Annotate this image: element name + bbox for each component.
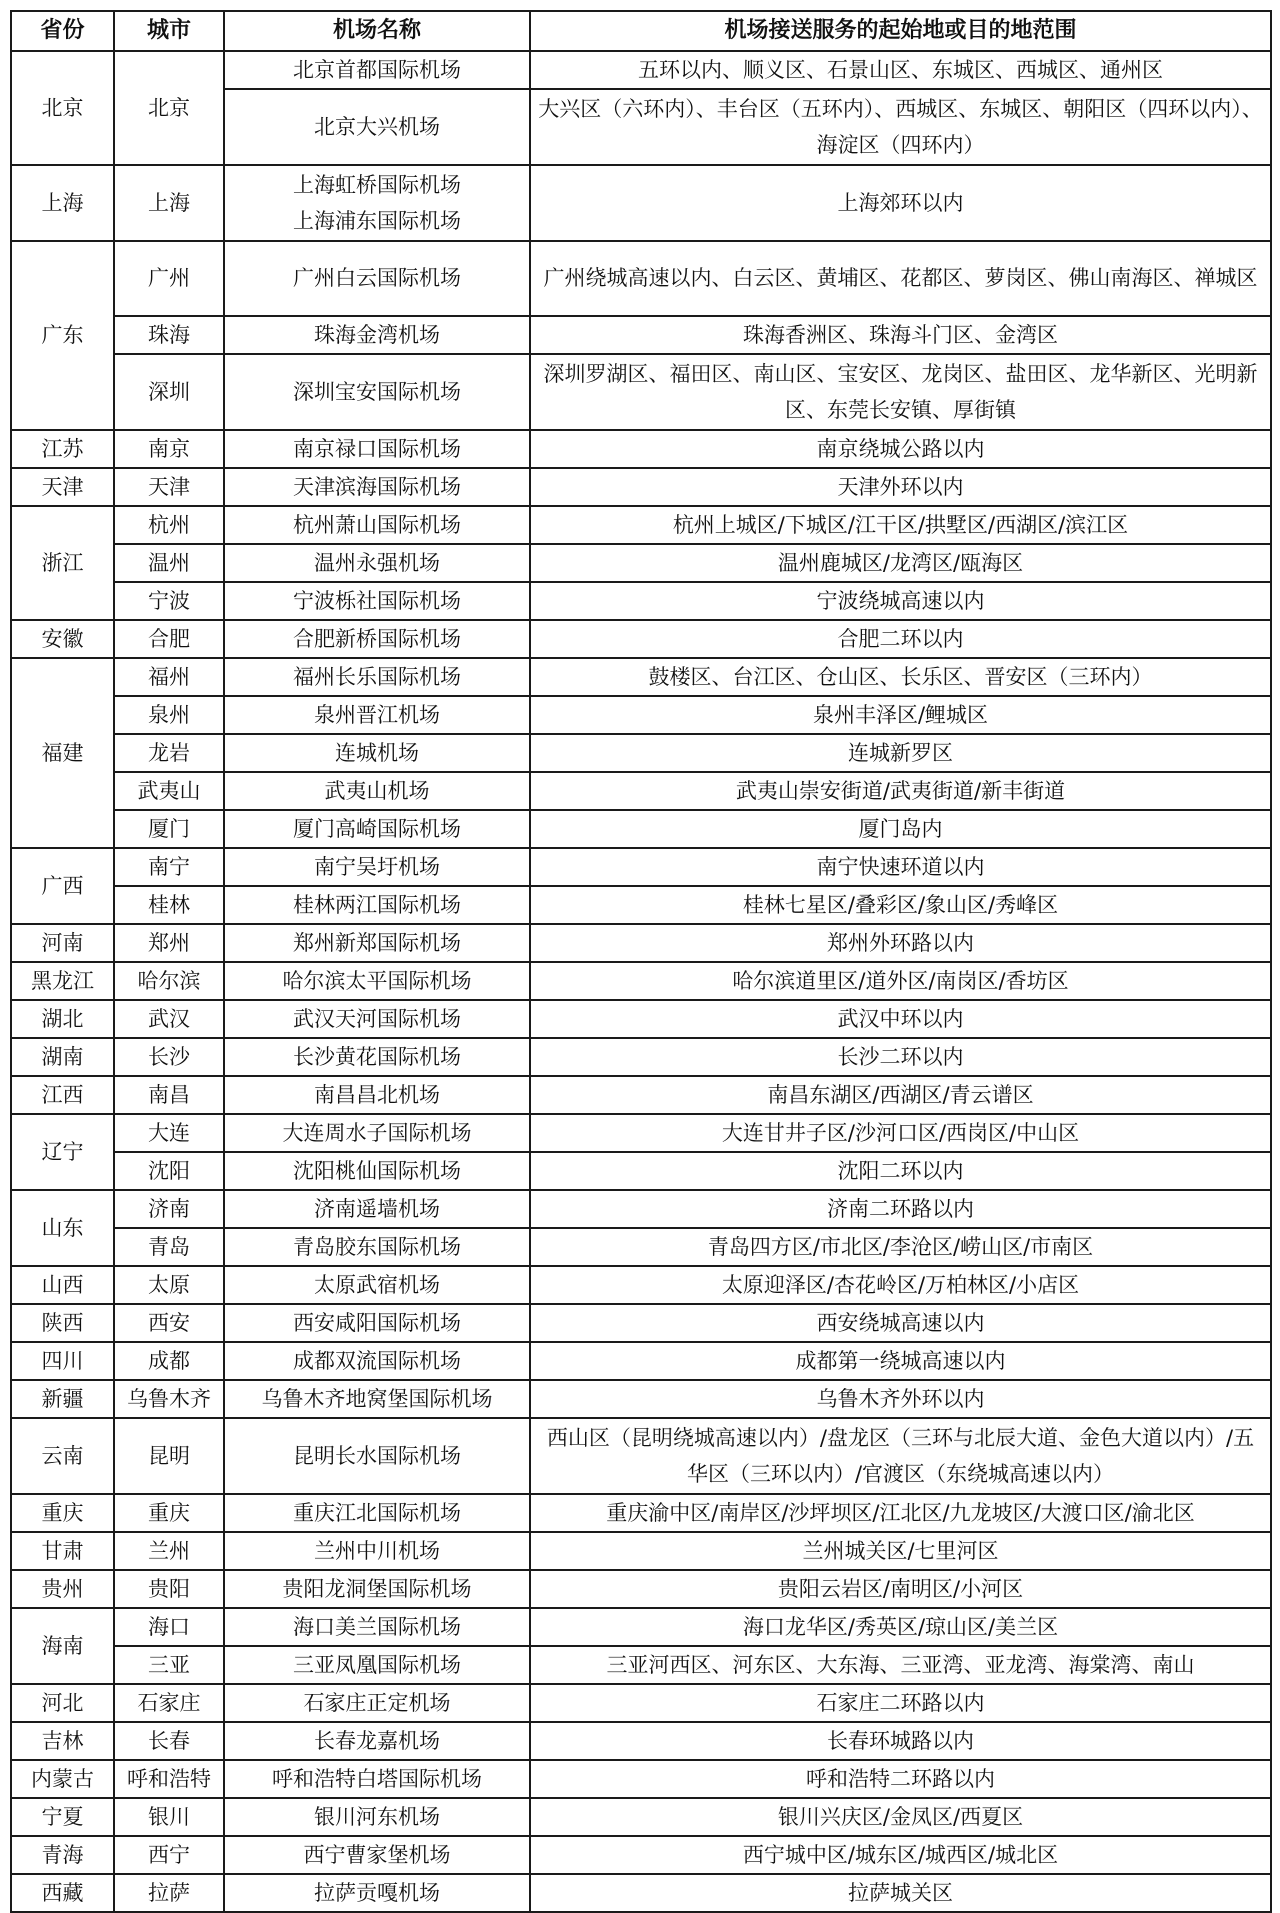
- city-cell: 上海: [114, 165, 224, 241]
- airport-name: 厦门高崎国际机场: [293, 817, 461, 842]
- city-cell: 呼和浩特: [114, 1760, 224, 1798]
- range-cell: 南京绕城公路以内: [530, 430, 1271, 468]
- province-cell: 河南: [11, 924, 114, 962]
- table-row: [11, 1532, 1271, 1570]
- airport-cell: [224, 1836, 530, 1874]
- range-cell: 贵阳云岩区/南明区/小河区: [530, 1570, 1271, 1608]
- city-cell: 沈阳: [114, 1152, 224, 1190]
- province-cell: 江苏: [11, 430, 114, 468]
- airport-cell: [224, 1114, 530, 1152]
- table-row: [11, 962, 1271, 1000]
- range-cell: 海口龙华区/秀英区/琼山区/美兰区: [530, 1608, 1271, 1646]
- table-row: [11, 1152, 1271, 1190]
- province-cell: 河北: [11, 1684, 114, 1722]
- city-cell: 长沙: [114, 1038, 224, 1076]
- province-cell: 湖北: [11, 1000, 114, 1038]
- city-cell: 西宁: [114, 1836, 224, 1874]
- city-cell: 成都: [114, 1342, 224, 1380]
- city-cell: 银川: [114, 1798, 224, 1836]
- table-row: [11, 544, 1271, 582]
- city-cell: 杭州: [114, 506, 224, 544]
- city-cell: 北京: [114, 51, 224, 165]
- airport-cell: [224, 506, 530, 544]
- airport-cell: [224, 658, 530, 696]
- city-cell: 昆明: [114, 1418, 224, 1494]
- table-row: [11, 886, 1271, 924]
- province-cell: 重庆: [11, 1494, 114, 1532]
- city-cell: 温州: [114, 544, 224, 582]
- range-cell: 乌鲁木齐外环以内: [530, 1380, 1271, 1418]
- city-cell: 太原: [114, 1266, 224, 1304]
- header-province: 省份: [11, 11, 114, 51]
- range-cell: 三亚河西区、河东区、大东海、三亚湾、亚龙湾、海棠湾、南山: [530, 1646, 1271, 1684]
- range-cell: 长春环城路以内: [530, 1722, 1271, 1760]
- airport-name: 三亚凤凰国际机场: [293, 1652, 461, 1677]
- header-airport: 机场名称: [224, 11, 530, 51]
- province-cell: 北京: [11, 51, 114, 165]
- range-cell: 西宁城中区/城东区/城西区/城北区: [530, 1836, 1271, 1874]
- province-cell: 山西: [11, 1266, 114, 1304]
- province-cell: 四川: [11, 1342, 114, 1380]
- airport-name: 大连周水子国际机场: [282, 1121, 472, 1146]
- range-cell: 青岛四方区/市北区/李沧区/崂山区/市南区: [530, 1228, 1271, 1266]
- city-cell: 珠海: [114, 316, 224, 354]
- province-cell: 上海: [11, 165, 114, 241]
- table-row: [11, 1570, 1271, 1608]
- airport-name: 广州白云国际机场: [293, 266, 461, 291]
- airport-cell: [224, 1760, 530, 1798]
- airport-cell: [224, 924, 530, 962]
- city-cell: 贵阳: [114, 1570, 224, 1608]
- table-row: [11, 620, 1271, 658]
- airport-name: 珠海金湾机场: [314, 323, 440, 348]
- table-row: [11, 468, 1271, 506]
- province-cell: 山东: [11, 1190, 114, 1266]
- range-cell: 南宁快速环道以内: [530, 848, 1271, 886]
- airport-name: 桂林两江国际机场: [293, 893, 461, 918]
- city-cell: 济南: [114, 1190, 224, 1228]
- province-cell: 黑龙江: [11, 962, 114, 1000]
- table-row: [11, 51, 1271, 89]
- airport-cell: [224, 962, 530, 1000]
- airport-name: 北京大兴机场: [314, 114, 440, 139]
- range-cell: 深圳罗湖区、福田区、南山区、宝安区、龙岗区、盐田区、龙华新区、光明新区、东莞长安镇、厚街镇: [530, 354, 1271, 430]
- province-cell: 天津: [11, 468, 114, 506]
- table-row: [11, 430, 1271, 468]
- airport-cell: [224, 1266, 530, 1304]
- range-cell: 泉州丰泽区/鲤城区: [530, 696, 1271, 734]
- table-row: [11, 658, 1271, 696]
- airport-name: 乌鲁木齐地窝堡国际机场: [261, 1387, 493, 1412]
- airport-cell: [224, 241, 530, 317]
- table-row: [11, 1874, 1271, 1912]
- airport-name: 成都双流国际机场: [293, 1349, 461, 1374]
- airport-name: 南京禄口国际机场: [293, 437, 461, 462]
- province-cell: 浙江: [11, 506, 114, 620]
- range-cell: 成都第一绕城高速以内: [530, 1342, 1271, 1380]
- airport-name: 天津滨海国际机场: [293, 475, 461, 500]
- table-body: [11, 51, 1271, 1912]
- airport-name: 重庆江北国际机场: [293, 1500, 461, 1525]
- city-cell: 大连: [114, 1114, 224, 1152]
- range-cell: 长沙二环以内: [530, 1038, 1271, 1076]
- table-row: [11, 1760, 1271, 1798]
- range-cell: 桂林七星区/叠彩区/象山区/秀峰区: [530, 886, 1271, 924]
- airport-cell: [224, 772, 530, 810]
- table-row: [11, 810, 1271, 848]
- range-cell: 南昌东湖区/西湖区/青云谱区: [530, 1076, 1271, 1114]
- airport-cell: [224, 1038, 530, 1076]
- province-cell: 安徽: [11, 620, 114, 658]
- range-cell: 武夷山崇安街道/武夷街道/新丰街道: [530, 772, 1271, 810]
- airport-name: 西宁曹家堡机场: [303, 1842, 451, 1867]
- airport-cell: [224, 468, 530, 506]
- airport-name: 兰州中川机场: [314, 1538, 440, 1563]
- airport-cell: [224, 1722, 530, 1760]
- airport-name: 福州长乐国际机场: [293, 665, 461, 690]
- range-cell: 大兴区（六环内）、丰台区（五环内）、西城区、东城区、朝阳区（四环以内）、海淀区（四环内）: [530, 89, 1271, 165]
- table-row: [11, 354, 1271, 430]
- airport-name: 连城机场: [335, 741, 419, 766]
- table-row: [11, 1380, 1271, 1418]
- airport-cell: [224, 1152, 530, 1190]
- airport-name: 呼和浩特白塔国际机场: [272, 1766, 482, 1791]
- table-header: [11, 11, 1271, 51]
- city-cell: 郑州: [114, 924, 224, 962]
- airport-name: 杭州萧山国际机场: [293, 513, 461, 538]
- range-cell: 五环以内、顺义区、石景山区、东城区、西城区、通州区: [530, 51, 1271, 89]
- range-cell: 哈尔滨道里区/道外区/南岗区/香坊区: [530, 962, 1271, 1000]
- city-cell: 武夷山: [114, 772, 224, 810]
- airport-cell: [224, 1380, 530, 1418]
- airport-name: 宁波栎社国际机场: [293, 589, 461, 614]
- airport-cell: [224, 316, 530, 354]
- airport-cell: [224, 1570, 530, 1608]
- city-cell: 长春: [114, 1722, 224, 1760]
- airport-name: 上海浦东国际机场: [293, 208, 461, 233]
- table-row: [11, 582, 1271, 620]
- city-cell: 厦门: [114, 810, 224, 848]
- airport-cell: [224, 1798, 530, 1836]
- city-cell: 南宁: [114, 848, 224, 886]
- airport-cell: [224, 582, 530, 620]
- table-row: [11, 1798, 1271, 1836]
- airport-cell: [224, 1646, 530, 1684]
- airport-name: 贵阳龙洞堡国际机场: [282, 1576, 472, 1601]
- city-cell: 泉州: [114, 696, 224, 734]
- airport-name: 长沙黄花国际机场: [293, 1045, 461, 1070]
- range-cell: 杭州上城区/下城区/江干区/拱墅区/西湖区/滨江区: [530, 506, 1271, 544]
- city-cell: 龙岩: [114, 734, 224, 772]
- range-cell: 大连甘井子区/沙河口区/西岗区/中山区: [530, 1114, 1271, 1152]
- city-cell: 青岛: [114, 1228, 224, 1266]
- airport-cell: [224, 1532, 530, 1570]
- airport-name: 济南遥墙机场: [314, 1197, 440, 1222]
- province-cell: 辽宁: [11, 1114, 114, 1190]
- airport-name: 深圳宝安国际机场: [293, 380, 461, 405]
- airport-cell: [224, 544, 530, 582]
- airport-cell: [224, 1000, 530, 1038]
- range-cell: 鼓楼区、台江区、仓山区、长乐区、晋安区（三环内）: [530, 658, 1271, 696]
- airport-cell: [224, 354, 530, 430]
- province-cell: 西藏: [11, 1874, 114, 1912]
- airport-name: 武汉天河国际机场: [293, 1007, 461, 1032]
- airport-cell: [224, 1342, 530, 1380]
- airport-name: 北京首都国际机场: [293, 58, 461, 82]
- range-cell: 合肥二环以内: [530, 620, 1271, 658]
- table-row: [11, 924, 1271, 962]
- table-row: [11, 1342, 1271, 1380]
- header-range: 机场接送服务的起始地或目的地范围: [530, 11, 1271, 51]
- airport-name: 南昌昌北机场: [314, 1083, 440, 1108]
- table-row: [11, 1684, 1271, 1722]
- province-cell: 青海: [11, 1836, 114, 1874]
- province-cell: 陕西: [11, 1304, 114, 1342]
- range-cell: 西安绕城高速以内: [530, 1304, 1271, 1342]
- airport-name: 哈尔滨太平国际机场: [282, 969, 472, 994]
- range-cell: 温州鹿城区/龙湾区/瓯海区: [530, 544, 1271, 582]
- province-cell: 云南: [11, 1418, 114, 1494]
- airport-cell: [224, 1304, 530, 1342]
- table-row: [11, 1418, 1271, 1494]
- table-row: [11, 1114, 1271, 1152]
- table-row: [11, 316, 1271, 354]
- range-cell: 石家庄二环路以内: [530, 1684, 1271, 1722]
- airport-name: 石家庄正定机场: [303, 1690, 451, 1715]
- airport-cell: [224, 734, 530, 772]
- table-row: [11, 1076, 1271, 1114]
- table-row: [11, 696, 1271, 734]
- airport-cell: [224, 810, 530, 848]
- table-row: [11, 165, 1271, 241]
- range-cell: 武汉中环以内: [530, 1000, 1271, 1038]
- city-cell: 乌鲁木齐: [114, 1380, 224, 1418]
- airport-name: 上海虹桥国际机场: [293, 172, 461, 197]
- header-city: 城市: [114, 11, 224, 51]
- range-cell: 沈阳二环以内: [530, 1152, 1271, 1190]
- airport-cell: [224, 165, 530, 241]
- table-row: [11, 241, 1271, 317]
- airport-cell: [224, 430, 530, 468]
- province-cell: 吉林: [11, 1722, 114, 1760]
- table-row: [11, 1190, 1271, 1228]
- table-row: [11, 1038, 1271, 1076]
- table-row: [11, 1494, 1271, 1532]
- airport-name: 拉萨贡嘎机场: [314, 1880, 440, 1905]
- airport-name: 海口美兰国际机场: [293, 1614, 461, 1639]
- range-cell: 连城新罗区: [530, 734, 1271, 772]
- city-cell: 海口: [114, 1608, 224, 1646]
- airport-name: 昆明长水国际机场: [293, 1444, 461, 1469]
- range-cell: 珠海香洲区、珠海斗门区、金湾区: [530, 316, 1271, 354]
- airport-cell: [224, 1608, 530, 1646]
- range-cell: 拉萨城关区: [530, 1874, 1271, 1912]
- airport-cell: [224, 696, 530, 734]
- city-cell: 广州: [114, 241, 224, 317]
- airport-cell: [224, 886, 530, 924]
- table-row: [11, 1646, 1271, 1684]
- airport-name: 太原武宿机场: [314, 1273, 440, 1298]
- province-cell: 贵州: [11, 1570, 114, 1608]
- range-cell: 郑州外环路以内: [530, 924, 1271, 962]
- city-cell: 武汉: [114, 1000, 224, 1038]
- city-cell: 拉萨: [114, 1874, 224, 1912]
- city-cell: 天津: [114, 468, 224, 506]
- airport-name: 青岛胶东国际机场: [293, 1235, 461, 1260]
- table-row: [11, 506, 1271, 544]
- range-cell: 重庆渝中区/南岸区/沙坪坝区/江北区/九龙坡区/大渡口区/渝北区: [530, 1494, 1271, 1532]
- airport-name: 银川河东机场: [314, 1804, 440, 1829]
- city-cell: 兰州: [114, 1532, 224, 1570]
- airport-cell: [224, 1874, 530, 1912]
- table-row: [11, 848, 1271, 886]
- province-cell: 福建: [11, 658, 114, 848]
- province-cell: 新疆: [11, 1380, 114, 1418]
- table-row: [11, 734, 1271, 772]
- header-row: [11, 11, 1271, 51]
- city-cell: 西安: [114, 1304, 224, 1342]
- table-row: [11, 1228, 1271, 1266]
- airport-cell: [224, 1494, 530, 1532]
- airport-cell: [224, 51, 530, 89]
- airport-name: 合肥新桥国际机场: [293, 627, 461, 652]
- airport-name: 泉州晋江机场: [314, 703, 440, 728]
- range-cell: 天津外环以内: [530, 468, 1271, 506]
- province-cell: 宁夏: [11, 1798, 114, 1836]
- airport-cell: [224, 1076, 530, 1114]
- city-cell: 重庆: [114, 1494, 224, 1532]
- table-row: [11, 1608, 1271, 1646]
- airport-name: 长春龙嘉机场: [314, 1728, 440, 1753]
- airport-name: 郑州新郑国际机场: [293, 931, 461, 956]
- city-cell: 宁波: [114, 582, 224, 620]
- airport-cell: [224, 848, 530, 886]
- range-cell: 银川兴庆区/金凤区/西夏区: [530, 1798, 1271, 1836]
- airport-name: 沈阳桃仙国际机场: [293, 1159, 461, 1184]
- province-cell: 湖南: [11, 1038, 114, 1076]
- city-cell: 石家庄: [114, 1684, 224, 1722]
- airport-name: 武夷山机场: [324, 779, 430, 804]
- airport-name: 南宁吴圩机场: [314, 855, 440, 880]
- city-cell: 哈尔滨: [114, 962, 224, 1000]
- range-cell: 呼和浩特二环路以内: [530, 1760, 1271, 1798]
- airport-name: 西安咸阳国际机场: [293, 1311, 461, 1336]
- range-cell: 宁波绕城高速以内: [530, 582, 1271, 620]
- airport-name: 温州永强机场: [314, 551, 440, 576]
- range-cell: 兰州城关区/七里河区: [530, 1532, 1271, 1570]
- city-cell: 南昌: [114, 1076, 224, 1114]
- city-cell: 福州: [114, 658, 224, 696]
- city-cell: 三亚: [114, 1646, 224, 1684]
- province-cell: 海南: [11, 1608, 114, 1684]
- table-row: [11, 1722, 1271, 1760]
- province-cell: 广东: [11, 241, 114, 431]
- city-cell: 合肥: [114, 620, 224, 658]
- range-cell: 厦门岛内: [530, 810, 1271, 848]
- airport-cell: [224, 1418, 530, 1494]
- city-cell: 南京: [114, 430, 224, 468]
- range-cell: 上海郊环以内: [530, 165, 1271, 241]
- airport-cell: [224, 620, 530, 658]
- airport-cell: [224, 89, 530, 165]
- table-row: [11, 1266, 1271, 1304]
- province-cell: 广西: [11, 848, 114, 924]
- airport-cell: [224, 1190, 530, 1228]
- range-cell: 西山区（昆明绕城高速以内）/盘龙区（三环与北辰大道、金色大道以内）/五华区（三环以内）/官渡区（东绕城高速以内）: [530, 1418, 1271, 1494]
- table-row: [11, 1304, 1271, 1342]
- province-cell: 江西: [11, 1076, 114, 1114]
- range-cell: 太原迎泽区/杏花岭区/万柏林区/小店区: [530, 1266, 1271, 1304]
- table-row: [11, 772, 1271, 810]
- table-row: [11, 1000, 1271, 1038]
- airport-cell: [224, 1228, 530, 1266]
- city-cell: 桂林: [114, 886, 224, 924]
- range-cell: 广州绕城高速以内、白云区、黄埔区、花都区、萝岗区、佛山南海区、禅城区: [530, 241, 1271, 317]
- province-cell: 甘肃: [11, 1532, 114, 1570]
- table-row: [11, 1836, 1271, 1874]
- city-cell: 深圳: [114, 354, 224, 430]
- range-cell: 济南二环路以内: [530, 1190, 1271, 1228]
- province-cell: 内蒙古: [11, 1760, 114, 1798]
- airport-cell: [224, 1684, 530, 1722]
- airport-transfer-table: [10, 10, 1272, 1913]
